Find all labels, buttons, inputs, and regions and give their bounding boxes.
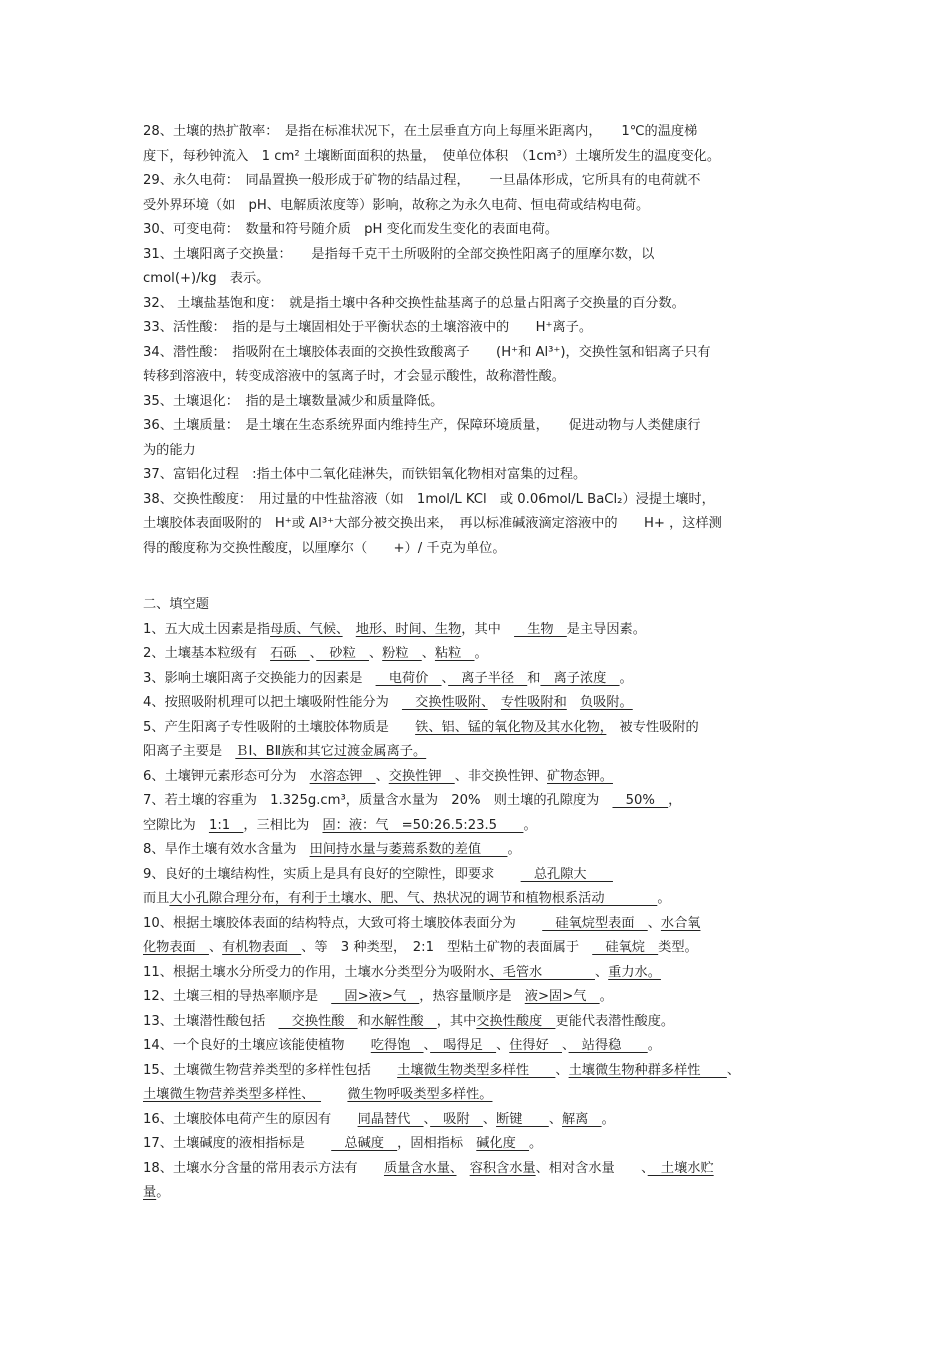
definition-item [143, 488, 807, 562]
fill-blank-line [143, 1010, 807, 1035]
answer-blank: 交换性酸度 [476, 1013, 556, 1029]
fill-blank-line [143, 1157, 807, 1182]
answer-blank: 交换性吸附、 [401, 695, 488, 710]
question-text: 而且 [143, 891, 170, 906]
definition-line: 为的能力 [143, 442, 196, 458]
answer-blank: 化物表面 [143, 940, 209, 955]
answer-blank: 水合氧 [660, 915, 701, 931]
question-text: 15、土壤微生物营养类型的多样性包括 [143, 1062, 398, 1078]
fill-blank-line [143, 1132, 807, 1157]
question-text: 、 [496, 1038, 510, 1053]
question-text [343, 622, 356, 637]
definition-line: 28、土壤的热扩散率： 是指在标准状况下，在土层垂直方向上每厘米距离内， 1℃的温度梯 [143, 124, 698, 139]
answer-blank: 水解性酸 [370, 1013, 437, 1029]
definition-line: 30、可变电荷： 数量和符号随介质 pH 变化而发生变化的表面电荷。 [143, 222, 559, 237]
answer-blank: 硅氧烷型表面 [542, 915, 648, 931]
fill-blank-line [143, 985, 807, 1010]
section-title: 二、填空题 [143, 597, 209, 612]
answer-blank: 砂粒 [316, 646, 369, 661]
definition-item [143, 463, 807, 488]
question-text: 1、五大成土因素是指 [143, 621, 271, 637]
question-text: 是主导因素。 [566, 621, 646, 637]
answer-blank: 地形、时间、生物 [355, 621, 462, 637]
document-content [143, 120, 807, 1206]
question-text: 、 [368, 646, 383, 661]
question-text: 10、根据土壤胶体表面的结构特点，大致可将土壤胶体表面分为 [143, 915, 543, 931]
question-text [457, 1161, 470, 1176]
question-text: 6、土壤钾元素形态可分为 [143, 768, 310, 784]
answer-blank: 专性吸附和 [500, 695, 567, 710]
question-text: 8、旱作土壤有效水含量为 [143, 842, 310, 857]
question-text: 16、土壤胶体电荷产生的原因有 [143, 1111, 358, 1127]
answer-blank: 离子半径 [448, 670, 528, 686]
answer-blank: 总碱度 [331, 1136, 398, 1151]
answer-blank: 粘粒 [434, 646, 475, 661]
fill-blank-line [143, 887, 807, 912]
answer-blank: 离子浓度 [540, 670, 620, 686]
answer-blank: 吃得饱 [370, 1038, 424, 1053]
fill-blank-line [143, 765, 807, 790]
answer-blank: 土壤水贮 [647, 1160, 714, 1176]
answer-blank: 固>液>气 [331, 989, 420, 1004]
question-text: 、 [423, 1038, 431, 1053]
answer-blank: 断键 [496, 1111, 549, 1127]
answer-blank: 粉粒 [382, 646, 422, 661]
definition-line: 29、永久电荷： 同晶置换一般形成于矿物的结晶过程， 一旦晶体形成，它所具有的电荷就不 [143, 173, 701, 188]
definition-line: 土壤胶体表面吸附的 H⁺或 Al³⁺大部分被交换出来， 再以标准碱液滴定溶液中的 H+ ，这样测 [143, 516, 722, 531]
question-text: 14、一个良好的土壤应该能使植物 [143, 1038, 371, 1053]
question-text: 、 [423, 1111, 431, 1127]
definition-line: 36、土壤质量： 是土壤在生态系统界面内维持生产，保障环境质量， 促进动物与人类健康行 [143, 418, 701, 433]
question-text: ， [668, 793, 682, 808]
answer-blank: 、毛管水 [489, 964, 595, 980]
question-text: 17、土壤碱度的液相指标是 [143, 1136, 332, 1151]
fill-blank-line [143, 1059, 807, 1084]
answer-blank: 大小孔隙合理分布，有利于土壤水、肥、气、热状况的调节和植物根系活动 [169, 891, 658, 906]
question-text: 更能代表潜性酸度。 [555, 1013, 675, 1029]
question-text: 3、影响土壤阳离子交换能力的因素是 [143, 670, 376, 686]
answer-blank: 总孔隙大 [520, 866, 613, 882]
question-text: 。 [507, 842, 521, 857]
fill-blank-line [143, 642, 807, 667]
fill-blank-line [143, 1181, 807, 1206]
fill-blank-line [143, 740, 807, 765]
answer-blank: 解离 [562, 1111, 602, 1127]
question-text: 。 [474, 646, 488, 661]
definition-item [143, 390, 807, 415]
definition-line: 38、交换性酸度： 用过量的中性盐溶液（如 1mol/L KCl 或 0.06mol/L BaCl₂）浸提土壤时， [143, 491, 715, 507]
question-text: 、 [309, 646, 317, 661]
question-text: ，其中 [461, 621, 515, 637]
question-text: 11、根据土壤水分所受力的作用，土壤水分类型分为吸附水 [143, 964, 490, 980]
fill-blank-line [143, 936, 807, 961]
question-text: ，固相指标 [397, 1136, 477, 1151]
fill-blank-line [143, 912, 807, 937]
question-text: 和 [357, 1013, 371, 1029]
question-text: 12、土壤三相的导热率顺序是 [143, 989, 332, 1004]
fill-blank-line [143, 1083, 807, 1108]
definition-item [143, 243, 807, 292]
question-text: 、 [647, 915, 661, 931]
answer-blank: 硅氧烷 [592, 940, 659, 955]
definition-line: 转移到溶液中，转变成溶液中的氢离子时，才会显示酸性，故称潜性酸。 [143, 369, 565, 384]
answer-blank: 50% [612, 793, 669, 808]
question-text: 。 [647, 1038, 661, 1053]
answer-blank: 交换性钾 [388, 768, 455, 784]
answer-blank: 母质、气候、 [270, 621, 343, 637]
question-text: 类型。 [658, 940, 698, 955]
question-text: 、 [726, 1062, 741, 1078]
definition-line: 33、活性酸： 指的是与土壤固相处于平衡状态的土壤溶液中的 H⁺离子。 [143, 320, 593, 335]
question-text: 、 [375, 768, 389, 784]
answer-blank: 土壤微生物种群多样性 [568, 1062, 727, 1078]
question-text: 4、按照吸附机理可以把土壤吸附性能分为 [143, 695, 402, 710]
definition-line: 度下，每秒钟流入 1 cm² 土壤断面面积的热量， 使单位体积 （1cm³）土壤所发生的温度变化。 [143, 148, 721, 164]
fill-blank-line [143, 691, 807, 716]
question-text: 、相对含水量 、 [535, 1160, 648, 1176]
answer-blank: 1:1 [208, 817, 244, 833]
question-text: 、 [548, 1111, 562, 1127]
definition-line: 得的酸度称为交换性酸度，以厘摩尔（ +）/ 千克为单位。 [143, 540, 506, 556]
answer-blank: 质量含水量、 [383, 1160, 457, 1176]
question-text [567, 695, 580, 710]
answer-blank: 电荷价 [375, 670, 442, 686]
answer-blank: ＢⅠ、BⅡ族和其它过渡金属离子。 [235, 744, 427, 759]
question-text: 阳离子主要是 [143, 744, 236, 759]
answer-blank: 重力水。 [608, 964, 661, 980]
definition-item [143, 120, 807, 169]
question-text: 。 [156, 1185, 170, 1200]
answer-blank: 矿物态钾。 [547, 768, 613, 784]
question-text: 和 [527, 670, 541, 686]
definition-line: 32、 土壤盐基饱和度： 就是指土壤中各种交换性盐基离子的总量占阳离子交换量的百分数。 [143, 295, 685, 311]
answer-blank: 田间持水量与萎蔫系数的差值 [309, 842, 508, 857]
answer-blank: 交换性酸 [278, 1013, 358, 1029]
question-text: 空隙比为 [143, 817, 209, 833]
question-text [321, 1087, 347, 1102]
question-text: 。 [657, 891, 671, 906]
answer-blank: 同晶替代 [357, 1111, 424, 1127]
question-text: 7、若土壤的容重为 1.325g.cm³，质量含水量为 20% 则土壤的孔隙度为 [143, 793, 613, 808]
question-text: 。 [599, 989, 613, 1004]
question-text: 、 [555, 1062, 569, 1078]
question-text: ，热容量顺序是 [419, 989, 525, 1004]
question-text: 、 [441, 670, 449, 686]
question-text: 。 [601, 1111, 615, 1127]
definition-item [143, 218, 807, 243]
question-text: 、 [482, 1111, 497, 1127]
fill-blank-line [143, 1108, 807, 1133]
question-text: 9、良好的土壤结构性，实质上是具有良好的空隙性，即要求 [143, 866, 521, 882]
fill-blank-line [143, 716, 807, 741]
fill-blank-line [143, 667, 807, 692]
answer-blank: 吸附 [430, 1111, 483, 1127]
definition-line: 受外界环境（如 pH、电解质浓度等）影响，故称之为永久电荷、恒电荷或结构电荷。 [143, 197, 650, 213]
answer-blank: 容积含水量 [469, 1160, 536, 1176]
question-text [488, 695, 501, 710]
definition-item [143, 341, 807, 390]
answer-blank: 土壤微生物营养类型多样性、 [143, 1087, 322, 1102]
answer-blank: 铁、铝、锰的氧化物及其水化物， [415, 719, 607, 735]
answer-blank: 站得稳 [568, 1038, 648, 1053]
answer-blank: 碱化度 [476, 1136, 530, 1151]
fill-blank-line [143, 863, 807, 888]
fill-blank-line [143, 814, 807, 839]
definition-line: cmol(+)/kg 表示。 [143, 271, 270, 286]
definition-item [143, 169, 807, 218]
question-text: 。 [523, 817, 537, 833]
question-text: 、等 3 种类型， 2:1 型粘土矿物的表面属于 [301, 940, 593, 955]
question-text: 、 [208, 940, 223, 955]
fill-blank-line [143, 789, 807, 814]
answer-blank: 微生物呼吸类型多样性。 [347, 1087, 493, 1102]
fill-blank-line [143, 838, 807, 863]
definition-item [143, 414, 807, 463]
question-text: 、 [562, 1038, 569, 1053]
question-text: 、非交换性钾、 [454, 768, 548, 784]
fill-blank-line [143, 961, 807, 986]
question-text: ，三相比为 [243, 817, 323, 833]
answer-blank: 喝得足 [430, 1038, 497, 1053]
fill-blank-line [143, 618, 807, 643]
definition-item [143, 292, 807, 317]
answer-blank: 土壤微生物类型多样性 [397, 1062, 556, 1078]
answer-blank: 固：液：气 =50:26.5:23.5 [322, 817, 524, 833]
question-text: 。 [529, 1136, 543, 1151]
answer-blank: 水溶态钾 [309, 768, 376, 784]
question-text: 13、土壤潜性酸包括 [143, 1013, 279, 1029]
definition-line: 31、土壤阳离子交换量： 是指每千克干土所吸附的全部交换性阳离子的厘摩尔数，以 [143, 246, 655, 262]
definition-item [143, 316, 807, 341]
answer-blank: 有机物表面 [222, 940, 302, 955]
question-text: 。 [619, 670, 633, 686]
question-text: 2、土壤基本粒级有 [143, 646, 271, 661]
question-text: 被专性吸附的 [606, 719, 699, 735]
definition-line: 37、富铝化过程 :指土体中二氧化硅淋失，而铁铝氧化物相对富集的过程。 [143, 467, 587, 482]
fill-blank-line [143, 1034, 807, 1059]
question-text: 18、土壤水分含量的常用表示方法有 [143, 1160, 384, 1176]
question-text: 、 [421, 646, 435, 661]
answer-blank: 负吸附。 [579, 695, 633, 710]
definitions-section [143, 120, 807, 561]
question-text: 、 [594, 964, 609, 980]
definition-line: 34、潜性酸： 指吸附在土壤胶体表面的交换性致酸离子 (H⁺和 Al³⁺)，交换性氢和铝离子只有 [143, 344, 711, 360]
fill-blanks-section [143, 618, 807, 1206]
answer-blank: 液>固>气 [524, 989, 600, 1004]
answer-blank: 住得好 [509, 1038, 562, 1053]
question-text: 5、产生阳离子专性吸附的土壤胶体物质是 [143, 719, 416, 735]
question-text: ，其中 [436, 1013, 477, 1029]
answer-blank: 量 [143, 1185, 157, 1200]
definition-line: 35、土壤退化： 指的是土壤数量减少和质量降低。 [143, 393, 444, 409]
answer-blank: 石砾 [270, 646, 310, 661]
answer-blank: 生物 [514, 621, 567, 637]
